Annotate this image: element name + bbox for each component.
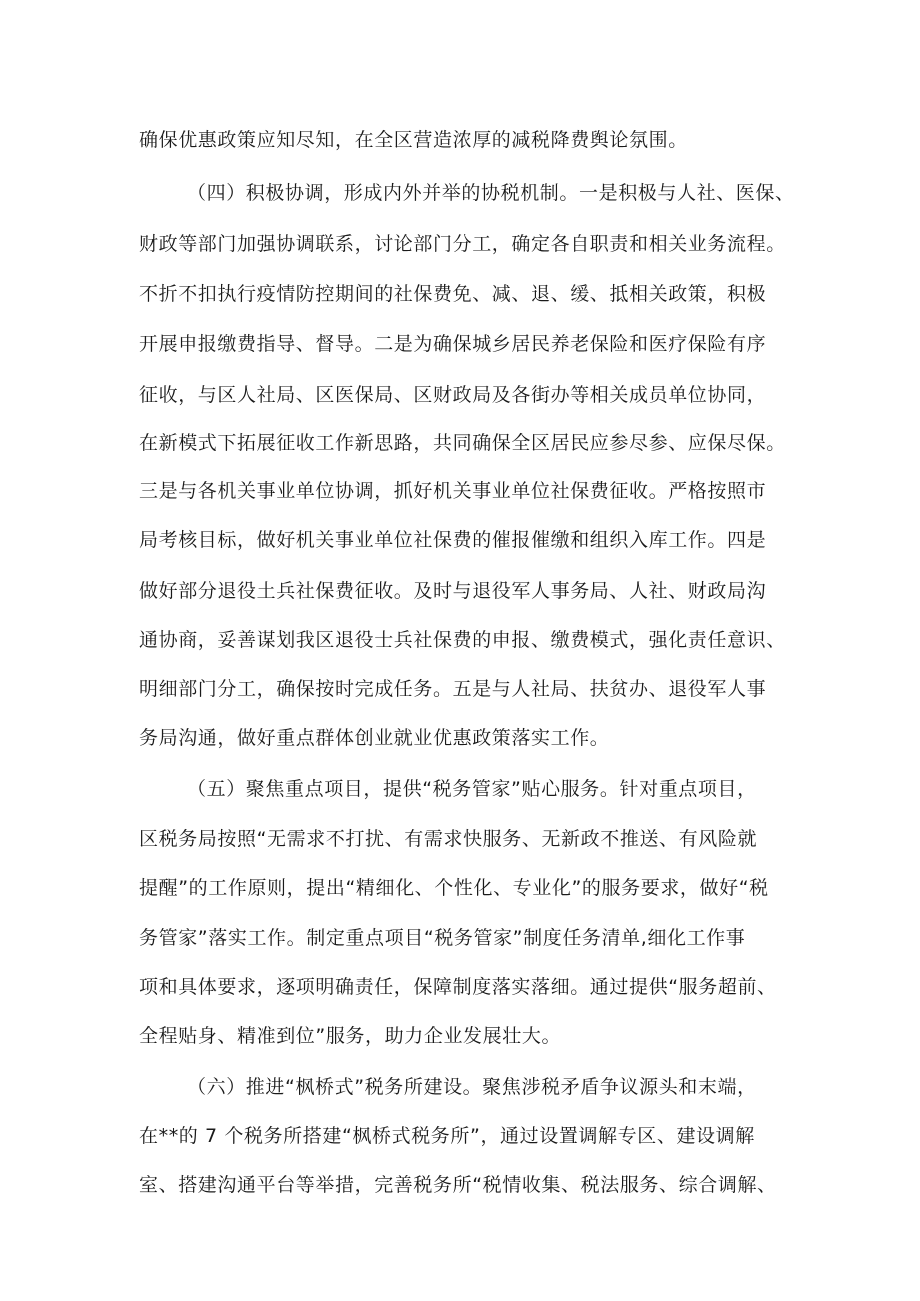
text-line: 提醒”的工作原则，提出“精细化、个性化、专业化”的服务要求，做好“税	[139, 877, 769, 899]
text-line: 征收，与区人社局、区医保局、区财政局及各街办等相关成员单位协同，	[139, 384, 767, 406]
text-line: 项和具体要求，逐项明确责任，保障制度落实落细。通过提供“服务超前、	[139, 976, 777, 998]
section-heading-4: （四）积极协调，形成内外并举的协税机制。一是积极与人社、医保、	[187, 182, 795, 204]
section-heading-5: （五）聚焦重点项目，提供“税务管家”贴心服务。针对重点项目，	[187, 778, 757, 800]
text-line: 明细部门分工，确保按时完成任务。五是与人社局、扶贫办、退役军人事	[139, 678, 767, 700]
text-line: 务局沟通，做好重点群体创业就业优惠政策落实工作。	[139, 727, 610, 749]
text-line: 确保优惠政策应知尽知，在全区营造浓厚的减税降费舆论氛围。	[139, 129, 688, 151]
text-line: 区税务局按照“无需求不打扰、有需求快服务、无新政不推送、有风险就	[139, 828, 758, 850]
text-line: 室、搭建沟通平台等举措，完善税务所“税情收集、税法服务、综合调解、	[139, 1174, 777, 1196]
text-line: 通协商，妥善谋划我区退役士兵社保费的申报、缴费模式，强化责任意识、	[139, 629, 786, 651]
text-line: 三是与各机关事业单位协调，抓好机关事业单位社保费征收。严格按照市	[139, 480, 767, 502]
text-line: 不折不扣执行疫情防控期间的社保费免、减、退、缓、抵相关政策，积极	[139, 283, 767, 305]
text-line: 全程贴身、精准到位”服务，助力企业发展壮大。	[139, 1025, 562, 1047]
text-line: 务管家”落实工作。制定重点项目“税务管家”制度任务清单,细化工作事	[139, 927, 746, 949]
section-heading-6: （六）推进“枫桥式”税务所建设。聚焦涉税矛盾争议源头和末端，	[187, 1076, 757, 1098]
text-line: 在**的 7 个税务所搭建“枫桥式税务所”，通过设置调解专区、建设调解	[139, 1125, 755, 1147]
text-line: 局考核目标，做好机关事业单位社保费的催报催缴和组织入库工作。四是	[139, 529, 767, 551]
text-line: 做好部分退役土兵社保费征收。及时与退役军人事务局、人社、财政局沟	[139, 580, 767, 602]
text-line: 财政等部门加强协调联系，讨论部门分工，确定各自职责和相关业务流程。	[139, 233, 786, 255]
text-line: 在新模式下拓展征收工作新思路，共同确保全区居民应参尽参、应保尽保。	[139, 432, 786, 454]
text-line: 开展申报缴费指导、督导。二是为确保城乡居民养老保险和医疗保险有序	[139, 333, 767, 355]
